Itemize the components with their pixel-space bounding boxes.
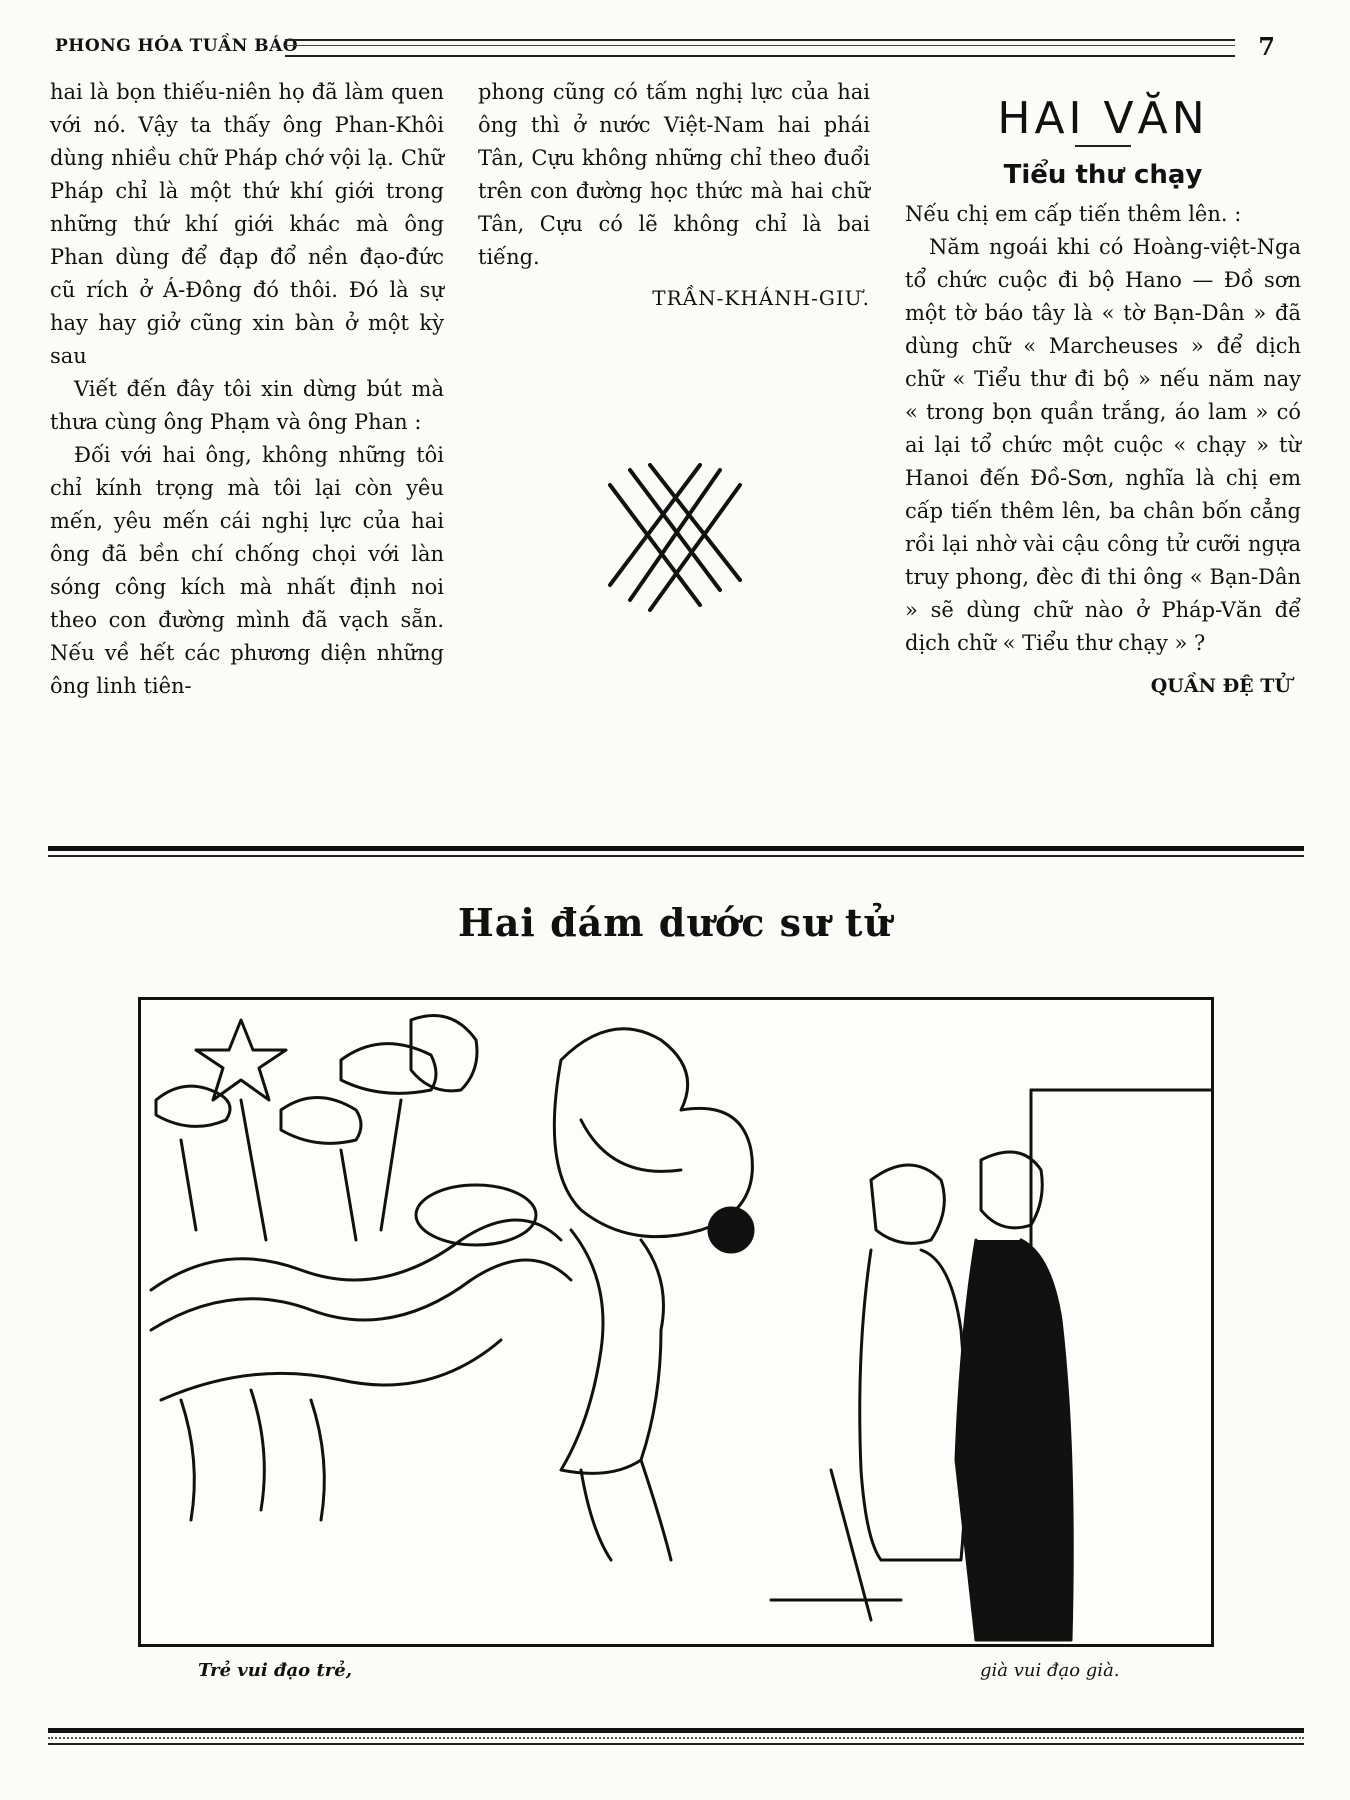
masthead: PHONG HÓA TUẦN BÁO <box>55 36 299 56</box>
cartoon-caption-right: già vui đạo già. <box>980 1660 1120 1681</box>
paragraph: Nếu chị em cấp tiến thêm lên. : <box>905 202 1242 226</box>
section-divider <box>48 846 1304 857</box>
paragraph: Năm ngoái khi có Hoàng-việt-Nga tổ chức cuộc đi bộ Hano — Đồ sơn một tờ báo tây là « tờ Bạn-Dân » đã dùng chữ « Marcheuses » để dịch chữ « Tiểu thư đi bộ » nếu năm nay « trong bọn quần trắng, áo lam » có ai lại tổ chức một cuộc « chạy » từ Hanoi đến Đồ-Sơn, nghĩa là chị em cấp tiến thêm lên, ba chân bốn cẳng rồi lại nhờ vài cậu công tử cưỡi ngựa truy phong, đèc đi thi ông « Bạn-Dân » sẽ dùng chữ nào ở Pháp-Văn để dịch chữ « Tiểu thư chạy » ? <box>905 235 1301 655</box>
cartoon-title: Hai đám dước sư tử <box>457 900 893 945</box>
article-column-1 <box>50 76 444 703</box>
crosshatch-ornament <box>600 460 750 620</box>
article-column-3 <box>905 76 1301 703</box>
footer-divider <box>48 1728 1304 1745</box>
author-signature: TRẦN-KHÁNH-GIƯ. <box>652 286 870 310</box>
article-column-2 <box>478 76 870 315</box>
paragraph: Viết đến đây tôi xin dừng bút mà thưa cùng ông Phạm và ông Phan : <box>50 377 444 434</box>
header-rule <box>285 39 1235 57</box>
article-subtitle: Tiểu thư chạy <box>1003 160 1203 190</box>
section-title: HAI VĂN <box>997 93 1209 144</box>
paragraph: phong cũng có tấm nghị lực của hai ông thì ở nước Việt-Nam hai phái Tân, Cựu không những chỉ theo đuổi trên con đường học thức mà hai chữ Tân, Cựu có lẽ không chỉ là bai tiếng. <box>478 80 870 269</box>
lion-dance-drawing <box>141 1000 1211 1644</box>
paragraph: hai là bọn thiếu-niên họ đã làm quen với nó. Vậy ta thấy ông Phan-Khôi dùng nhiều chữ Pháp chớ vội lạ. Chữ Pháp chỉ là một thứ khí giới trong những thứ khí giới khác mà ông Phan dùng để đạp đổ nền đạo-đức cũ rích ở Á-Đông đó thôi. Đó là sự hay hay giở cũng xin bàn ở một kỳ sau <box>50 80 444 368</box>
cartoon-illustration <box>138 997 1214 1647</box>
title-rule <box>1075 145 1131 147</box>
page-number: 7 <box>1258 32 1275 61</box>
page-header <box>55 32 1275 62</box>
paragraph: Đối với hai ông, không những tôi chỉ kính trọng mà tôi lại còn yêu mến, yêu mến cái nghị lực của hai ông đã bền chí chống chọi với làn sóng công kích mà nhất định noi theo con đường mình đã vạch sẵn. Nếu về hết các phương diện những ông linh tiên- <box>50 443 444 698</box>
cartoon-caption-left: Trẻ vui đạo trẻ, <box>198 1660 352 1681</box>
author-signature: QUẦN ĐỆ TỬ <box>1150 675 1291 697</box>
